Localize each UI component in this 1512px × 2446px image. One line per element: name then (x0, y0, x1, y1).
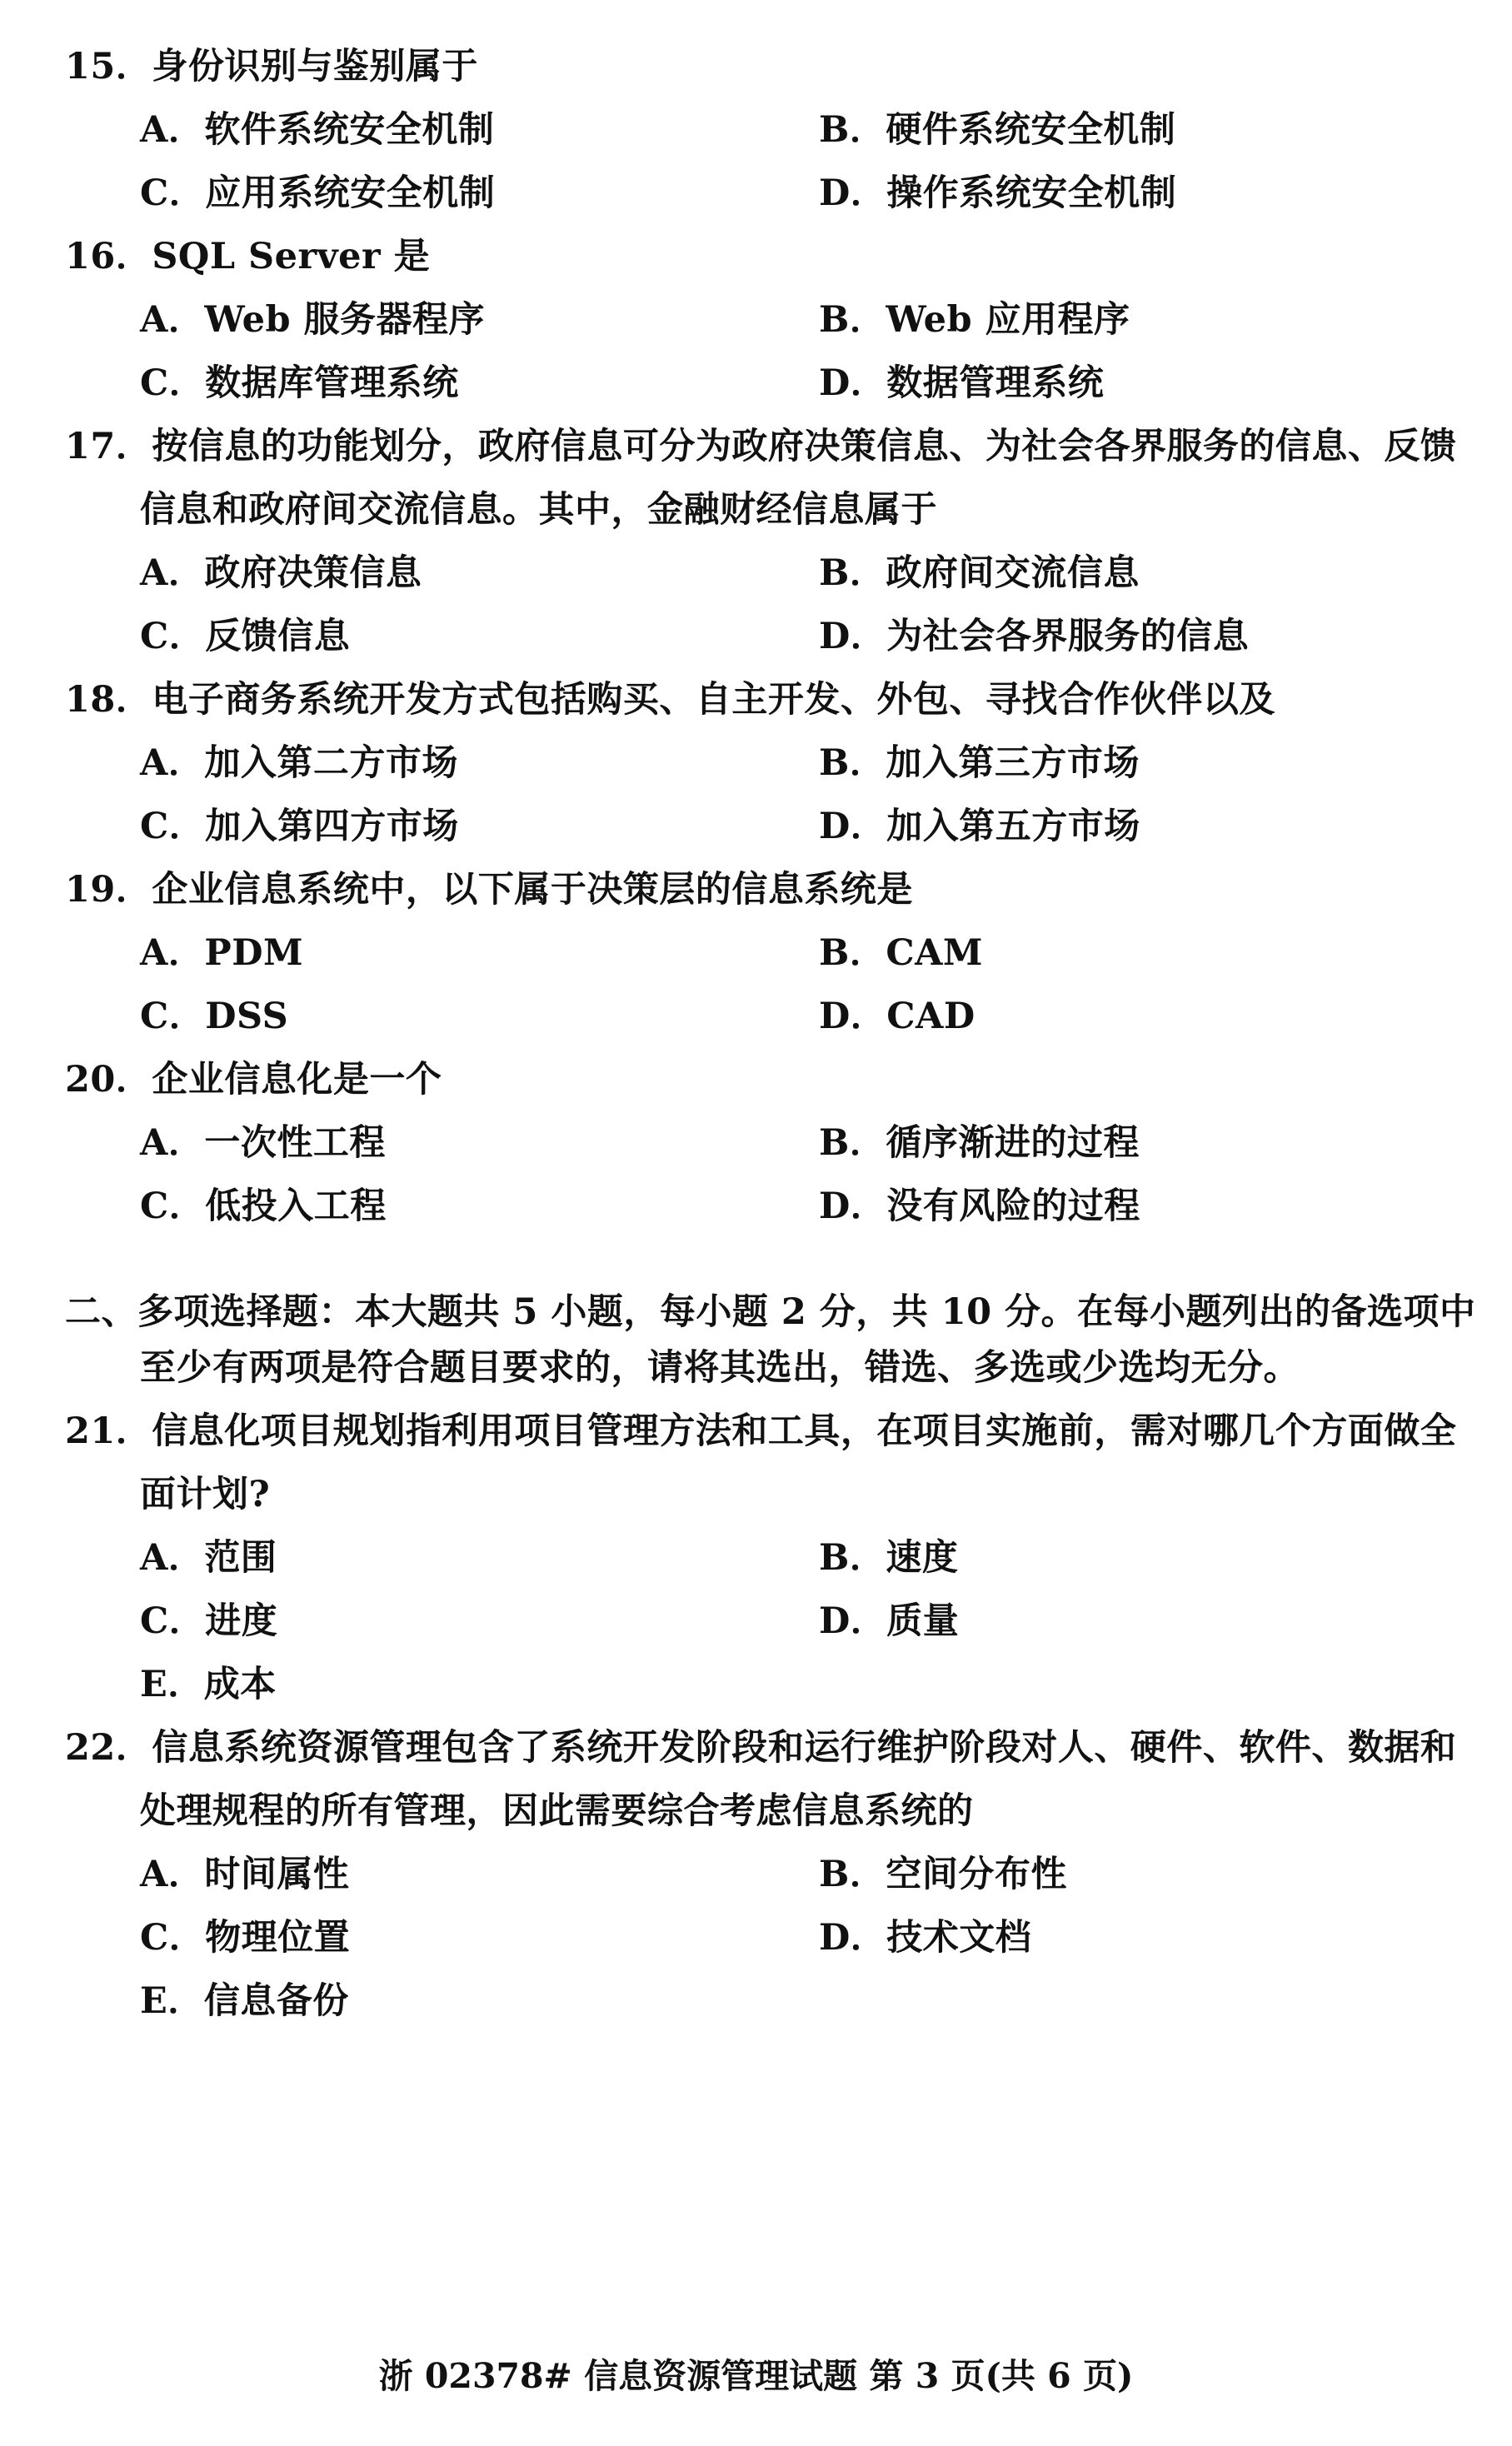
option-e: E．信息备份 (140, 1980, 349, 2022)
option-b: B．Web 应用程序 (819, 299, 1130, 341)
option-a: A．范围 (140, 1537, 277, 1579)
question-stem: 16．SQL Server 是 (65, 236, 431, 277)
question-stem-continued: 信息和政府间交流信息。其中，金融财经信息属于 (140, 489, 937, 531)
question-stem: 15．身份识别与鉴别属于 (65, 46, 478, 87)
option-c: C．物理位置 (140, 1917, 351, 1959)
option-c: C．进度 (140, 1600, 278, 1642)
option-d: D．数据管理系统 (819, 362, 1105, 404)
option-d: D．CAD (819, 996, 976, 1037)
option-e: E．成本 (140, 1664, 277, 1705)
option-d: D．技术文档 (819, 1917, 1032, 1959)
option-d: D．质量 (819, 1600, 960, 1642)
question-stem-continued: 面计划? (140, 1474, 271, 1515)
option-d: D．加入第五方市场 (819, 806, 1140, 847)
option-b: B．硬件系统安全机制 (819, 109, 1176, 151)
question-stem: 20．企业信息化是一个 (65, 1059, 442, 1101)
option-d: D．没有风险的过程 (819, 1186, 1140, 1227)
option-b: B．速度 (819, 1537, 959, 1579)
question-stem: 19．企业信息系统中，以下属于决策层的信息系统是 (65, 869, 913, 911)
option-d: D．为社会各界服务的信息 (819, 616, 1250, 657)
option-b: B．加入第三方市场 (819, 742, 1140, 784)
option-a: A．加入第二方市场 (140, 742, 458, 784)
option-c: C．反馈信息 (140, 616, 351, 657)
option-c: C．加入第四方市场 (140, 806, 459, 847)
option-b: B．空间分布性 (819, 1854, 1067, 1895)
option-c: C．低投入工程 (140, 1186, 387, 1227)
question-stem-continued: 处理规程的所有管理，因此需要综合考虑信息系统的 (140, 1790, 974, 1832)
option-a: A．时间属性 (140, 1854, 350, 1895)
option-c: C．应用系统安全机制 (140, 172, 496, 214)
option-a: A．Web 服务器程序 (140, 299, 486, 341)
option-a: A．一次性工程 (140, 1122, 386, 1164)
section-heading: 二、多项选择题：本大题共 5 小题，每小题 2 分，共 10 分。在每小题列出的备选项中 (65, 1291, 1476, 1333)
question-stem: 18．电子商务系统开发方式包括购买、自主开发、外包、寻找合作伙伴以及 (65, 679, 1275, 721)
option-d: D．操作系统安全机制 (819, 172, 1177, 214)
option-a: A．PDM (140, 932, 304, 974)
question-stem: 22．信息系统资源管理包含了系统开发阶段和运行维护阶段对人、硬件、软件、数据和 (65, 1727, 1457, 1769)
page-footer: 浙 02378# 信息资源管理试题 第 3 页(共 6 页) (378, 2356, 1134, 2396)
option-c: C．数据库管理系统 (140, 362, 459, 404)
section-heading-continued: 至少有两项是符合题目要求的，请将其选出，错选、多选或少选均无分。 (140, 1347, 1300, 1389)
question-stem: 17．按信息的功能划分，政府信息可分为政府决策信息、为社会各界服务的信息、反馈 (65, 426, 1457, 467)
option-b: B．政府间交流信息 (819, 552, 1140, 594)
option-c: C．DSS (140, 996, 289, 1037)
option-a: A．政府决策信息 (140, 552, 422, 594)
option-b: B．CAM (819, 932, 984, 974)
option-a: A．软件系统安全机制 (140, 109, 495, 151)
question-stem: 21．信息化项目规划指利用项目管理方法和工具，在项目实施前，需对哪几个方面做全 (65, 1410, 1457, 1452)
option-b: B．循序渐进的过程 (819, 1122, 1140, 1164)
